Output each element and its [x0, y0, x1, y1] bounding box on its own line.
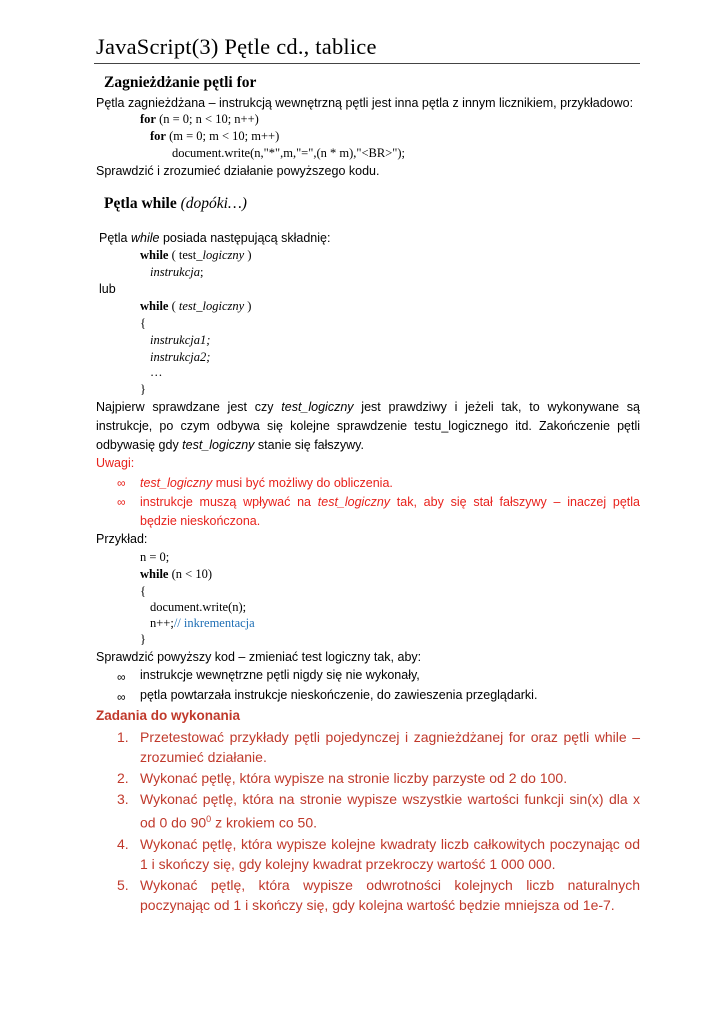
note-item: test_logiczny musi być możliwy do obliczenia. [140, 476, 393, 490]
section-heading-nested-for: Zagnieżdżanie pętli for [104, 74, 257, 91]
code-line: } [140, 632, 146, 646]
nested-for-intro: Pętla zagnieżdżana – instrukcją wewnętrzną pętli jest inna pętla z innym licznikiem, przykładowo: [96, 96, 634, 110]
code-line: instrukcja; [150, 265, 204, 279]
code-line: while ( test_logiczny ) [140, 299, 252, 313]
code-line: } [140, 382, 146, 396]
code-line: instrukcja1; [150, 333, 211, 347]
code-line: instrukcja2; [150, 350, 211, 364]
example-bullet-item: pętla powtarzała instrukcje nieskończenie, do zawieszenia przeglądarki. [140, 688, 538, 702]
code-line: document.write(n,"*",m,"=",(n * m),"<BR>"); [172, 146, 405, 160]
while-explanation-paragraph: Najpierw sprawdzane jest czy test_logiczny jest prawdziwy i jeżeli tak, to wykonywane są instrukcje, po czym odbywa się kolejne sprawdzenie testu_logicznego itd. Zakończenie pętli odbywasię gdy test_logiczny stanie się fałszywy. [96, 400, 640, 452]
task-item: 3. Wykonać pętlę, która na stronie wypisze wszystkie wartości funkcji sin(x) dla x od 0 do $90^0$ z krokiem co 50. [117, 791, 640, 831]
example-check: Sprawdzić powyższy kod – zmieniać test logiczny tak, aby: [96, 650, 422, 664]
notes-label: Uwagi: [96, 456, 135, 470]
infinity-bullet-icon: ∞ [117, 495, 126, 509]
example-label: Przykład: [96, 532, 148, 546]
infinity-bullet-icon: ∞ [117, 476, 126, 490]
tasks-list [96, 727, 640, 916]
task-item: 1. Przetestować przykłady pętli pojedynczej i zagnieżdżanej for oraz pętli while – zrozumieć działanie. [117, 729, 640, 765]
code-line: { [140, 316, 146, 330]
code-line: … [150, 365, 163, 379]
code-line: for (m = 0; m < 10; m++) [150, 129, 280, 143]
code-line: document.write(n); [150, 600, 247, 614]
task-item: 5. Wykonać pętlę, która wypisze odwrotności kolejnych liczb naturalnych poczynając od 1 i skończy się, gdy kolejna wartość będzie mniejsza od 1e-7. [117, 876, 640, 913]
tasks-heading: Zadania do wykonania [96, 708, 241, 723]
code-line: for (n = 0; n < 10; n++) [140, 112, 259, 126]
title-underline [94, 63, 640, 64]
code-line: while (n < 10) [140, 567, 212, 581]
infinity-bullet-icon: ∞ [117, 690, 126, 704]
task-item: 4. Wykonać pętlę, która wypisze kolejne kwadraty liczb całkowitych poczynając od 1 i skończy się, gdy kolejny kwadrat przekroczy wartość 1 000 000. [117, 835, 640, 872]
code-line: n++;// inkrementacja [150, 616, 255, 630]
task-item: 2. Wykonać pętlę, która wypisze na stronie liczby parzyste od 2 do 100. [117, 770, 568, 786]
note-item: instrukcje muszą wpływać na test_logiczny tak, aby się stał fałszywy – inaczej pętla będzie nieskończona. [140, 495, 640, 528]
example-bullet-item: instrukcje wewnętrzne pętli nigdy się nie wykonały, [140, 668, 420, 682]
lub-label: lub [99, 282, 116, 296]
while-syntax-intro: Pętla while posiada następującą składnię: [99, 231, 331, 245]
code-line: n = 0; [140, 550, 170, 564]
infinity-bullet-icon: ∞ [117, 670, 126, 684]
page-title: JavaScript(3) Pętle cd., tablice [96, 34, 377, 59]
section-heading-while: Pętla while (dopóki…) [104, 195, 247, 212]
code-line: { [140, 584, 146, 598]
nested-for-check: Sprawdzić i zrozumieć działanie powyższego kodu. [96, 164, 380, 178]
code-line: while ( test_logiczny ) [140, 248, 252, 262]
